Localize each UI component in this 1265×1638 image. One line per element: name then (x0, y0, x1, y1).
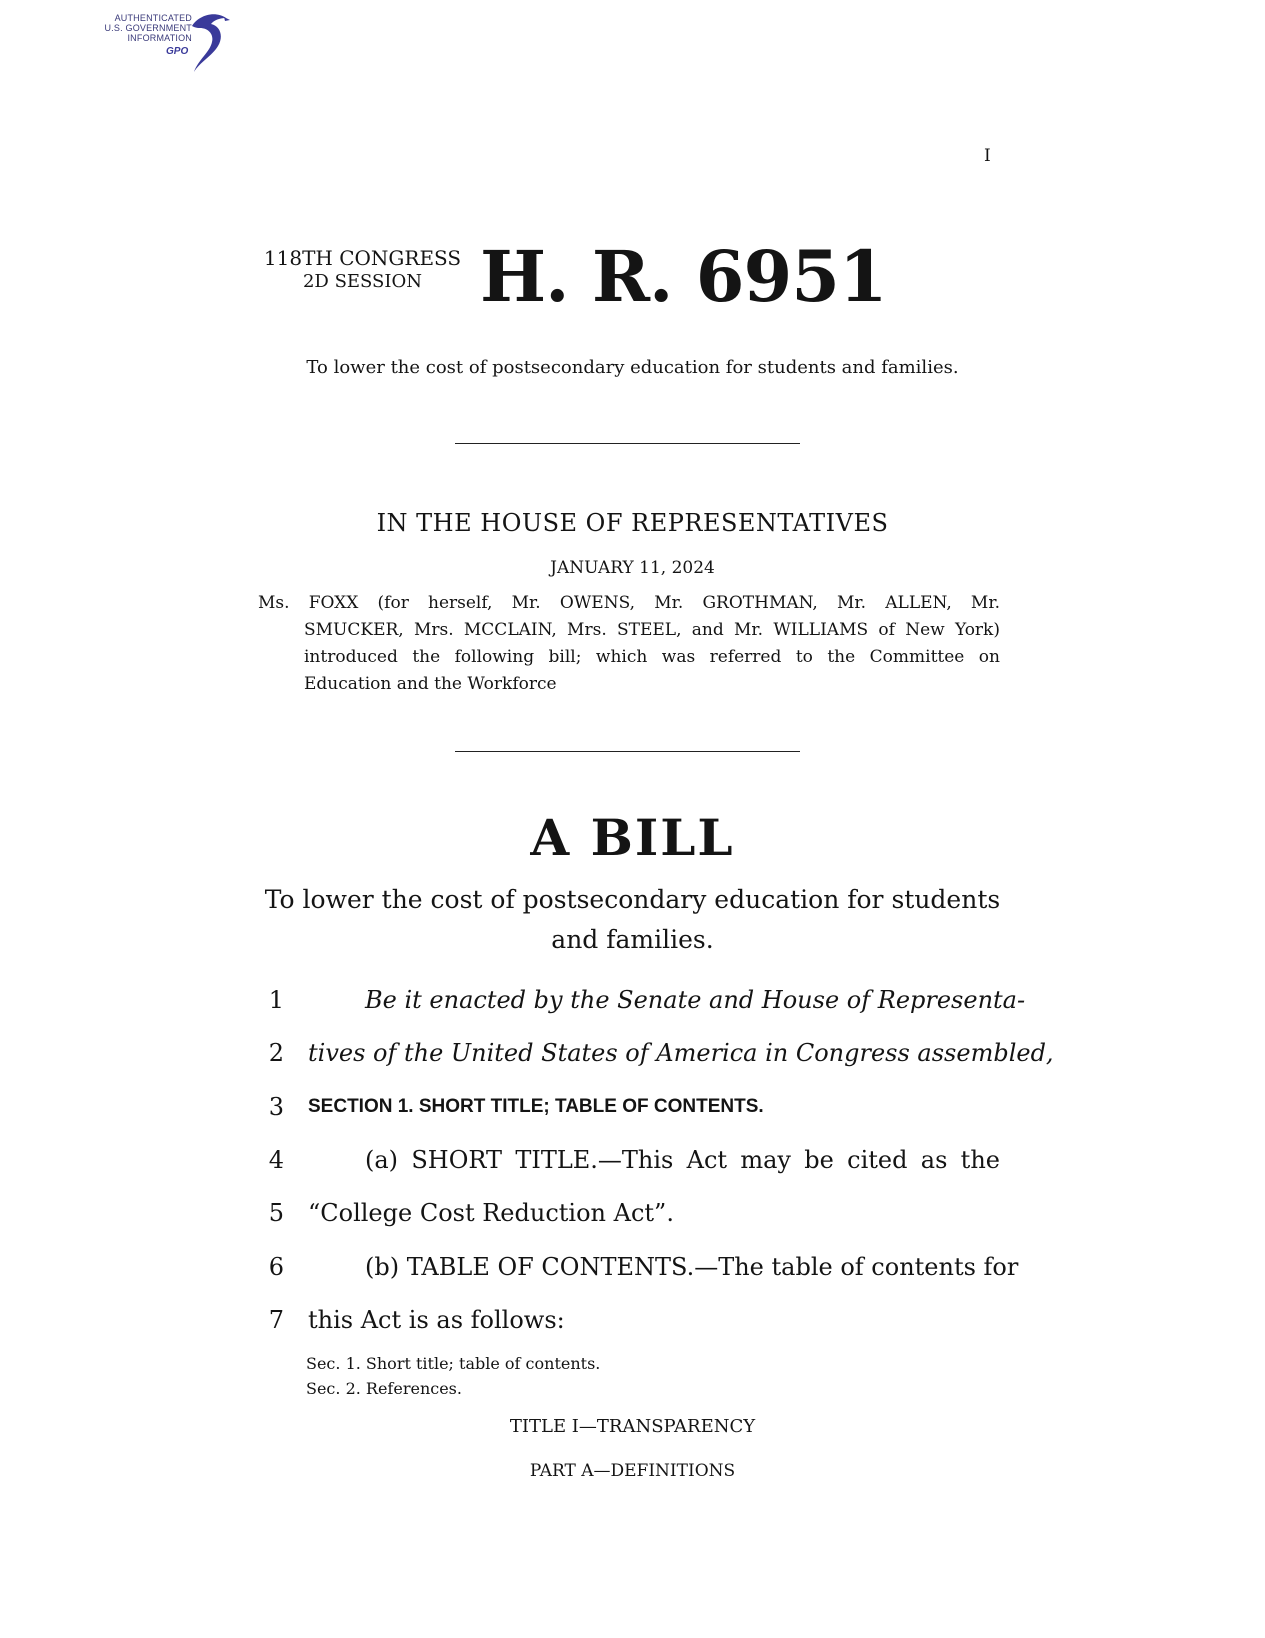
congress-session (255, 246, 470, 294)
bill-number: H. R. 6951 (480, 235, 887, 318)
version-label: I (984, 146, 991, 166)
bill-line (260, 1091, 1000, 1123)
bill-purpose-line-2: and families. (551, 925, 714, 954)
badge-line-2: U.S. GOVERNMENT (104, 23, 192, 33)
sponsors-line-2: SMUCKER, Mrs. MCCLAIN, Mrs. STEEL, and Mr. WILLIAMS of New York) (304, 620, 1000, 640)
toc-list (306, 1351, 600, 1401)
line-text: tives of the United States of America in Congress assembled, (308, 1039, 1054, 1067)
section-heading: SECTION 1. SHORT TITLE; TABLE OF CONTENTS. (308, 1096, 764, 1117)
line-number: 5 (268, 1199, 284, 1227)
bill-heading: A BILL (530, 808, 735, 867)
divider (455, 443, 800, 444)
line-number: 3 (268, 1093, 284, 1121)
line-text: Be it enacted by the Senate and House of Representa- (365, 986, 1026, 1014)
bill-line (260, 1251, 1019, 1283)
line-number: 1 (268, 986, 284, 1014)
sponsors-line-1: Ms. FOXX (for herself, Mr. OWENS, Mr. GROTHMAN, Mr. ALLEN, Mr. (258, 593, 1000, 613)
line-number: 2 (268, 1039, 284, 1067)
line-text: this Act is as follows: (308, 1306, 565, 1334)
sponsors-line-4: Education and the Workforce (304, 674, 557, 694)
eagle-icon (184, 12, 232, 74)
line-text: “College Cost Reduction Act”. (308, 1199, 674, 1227)
sponsors-line-3: introduced the following bill; which was referred to the Committee on (304, 647, 1000, 667)
short-purpose: To lower the cost of postsecondary education for students and families. (306, 357, 959, 378)
line-text: (a) SHORT TITLE.—This Act may be cited as the (365, 1146, 1000, 1174)
badge-line-1: AUTHENTICATED (114, 13, 192, 23)
line-number: 7 (268, 1306, 284, 1334)
divider (455, 751, 800, 752)
sponsors-paragraph (258, 590, 1000, 698)
introduced-date: JANUARY 11, 2024 (550, 558, 715, 578)
line-text: (b) TABLE OF CONTENTS.—The table of contents for (365, 1253, 1019, 1281)
bill-line (260, 1037, 1054, 1069)
congress-label: 118TH CONGRESS (263, 246, 462, 270)
bill-line (260, 1144, 1000, 1176)
line-number: 6 (268, 1253, 284, 1281)
line-number: 4 (268, 1146, 284, 1174)
bill-purpose (0, 880, 1265, 960)
bill-line (260, 984, 1026, 1016)
session-label: 2D SESSION (302, 271, 423, 292)
bill-line (260, 1304, 1000, 1336)
toc-item: Sec. 2. References. (306, 1379, 462, 1398)
bill-purpose-line-1: To lower the cost of postsecondary education for students (264, 885, 1001, 914)
badge-line-3: INFORMATION (127, 33, 192, 43)
gpo-badge (96, 12, 236, 74)
badge-gpo-mark: GPO (166, 46, 189, 57)
toc-part-heading: PART A—DEFINITIONS (529, 1461, 736, 1481)
toc-item: Sec. 1. Short title; table of contents. (306, 1354, 601, 1373)
toc-title-heading: TITLE I—TRANSPARENCY (509, 1416, 756, 1437)
bill-line (260, 1197, 1000, 1229)
chamber-heading: IN THE HOUSE OF REPRESENTATIVES (376, 509, 889, 537)
